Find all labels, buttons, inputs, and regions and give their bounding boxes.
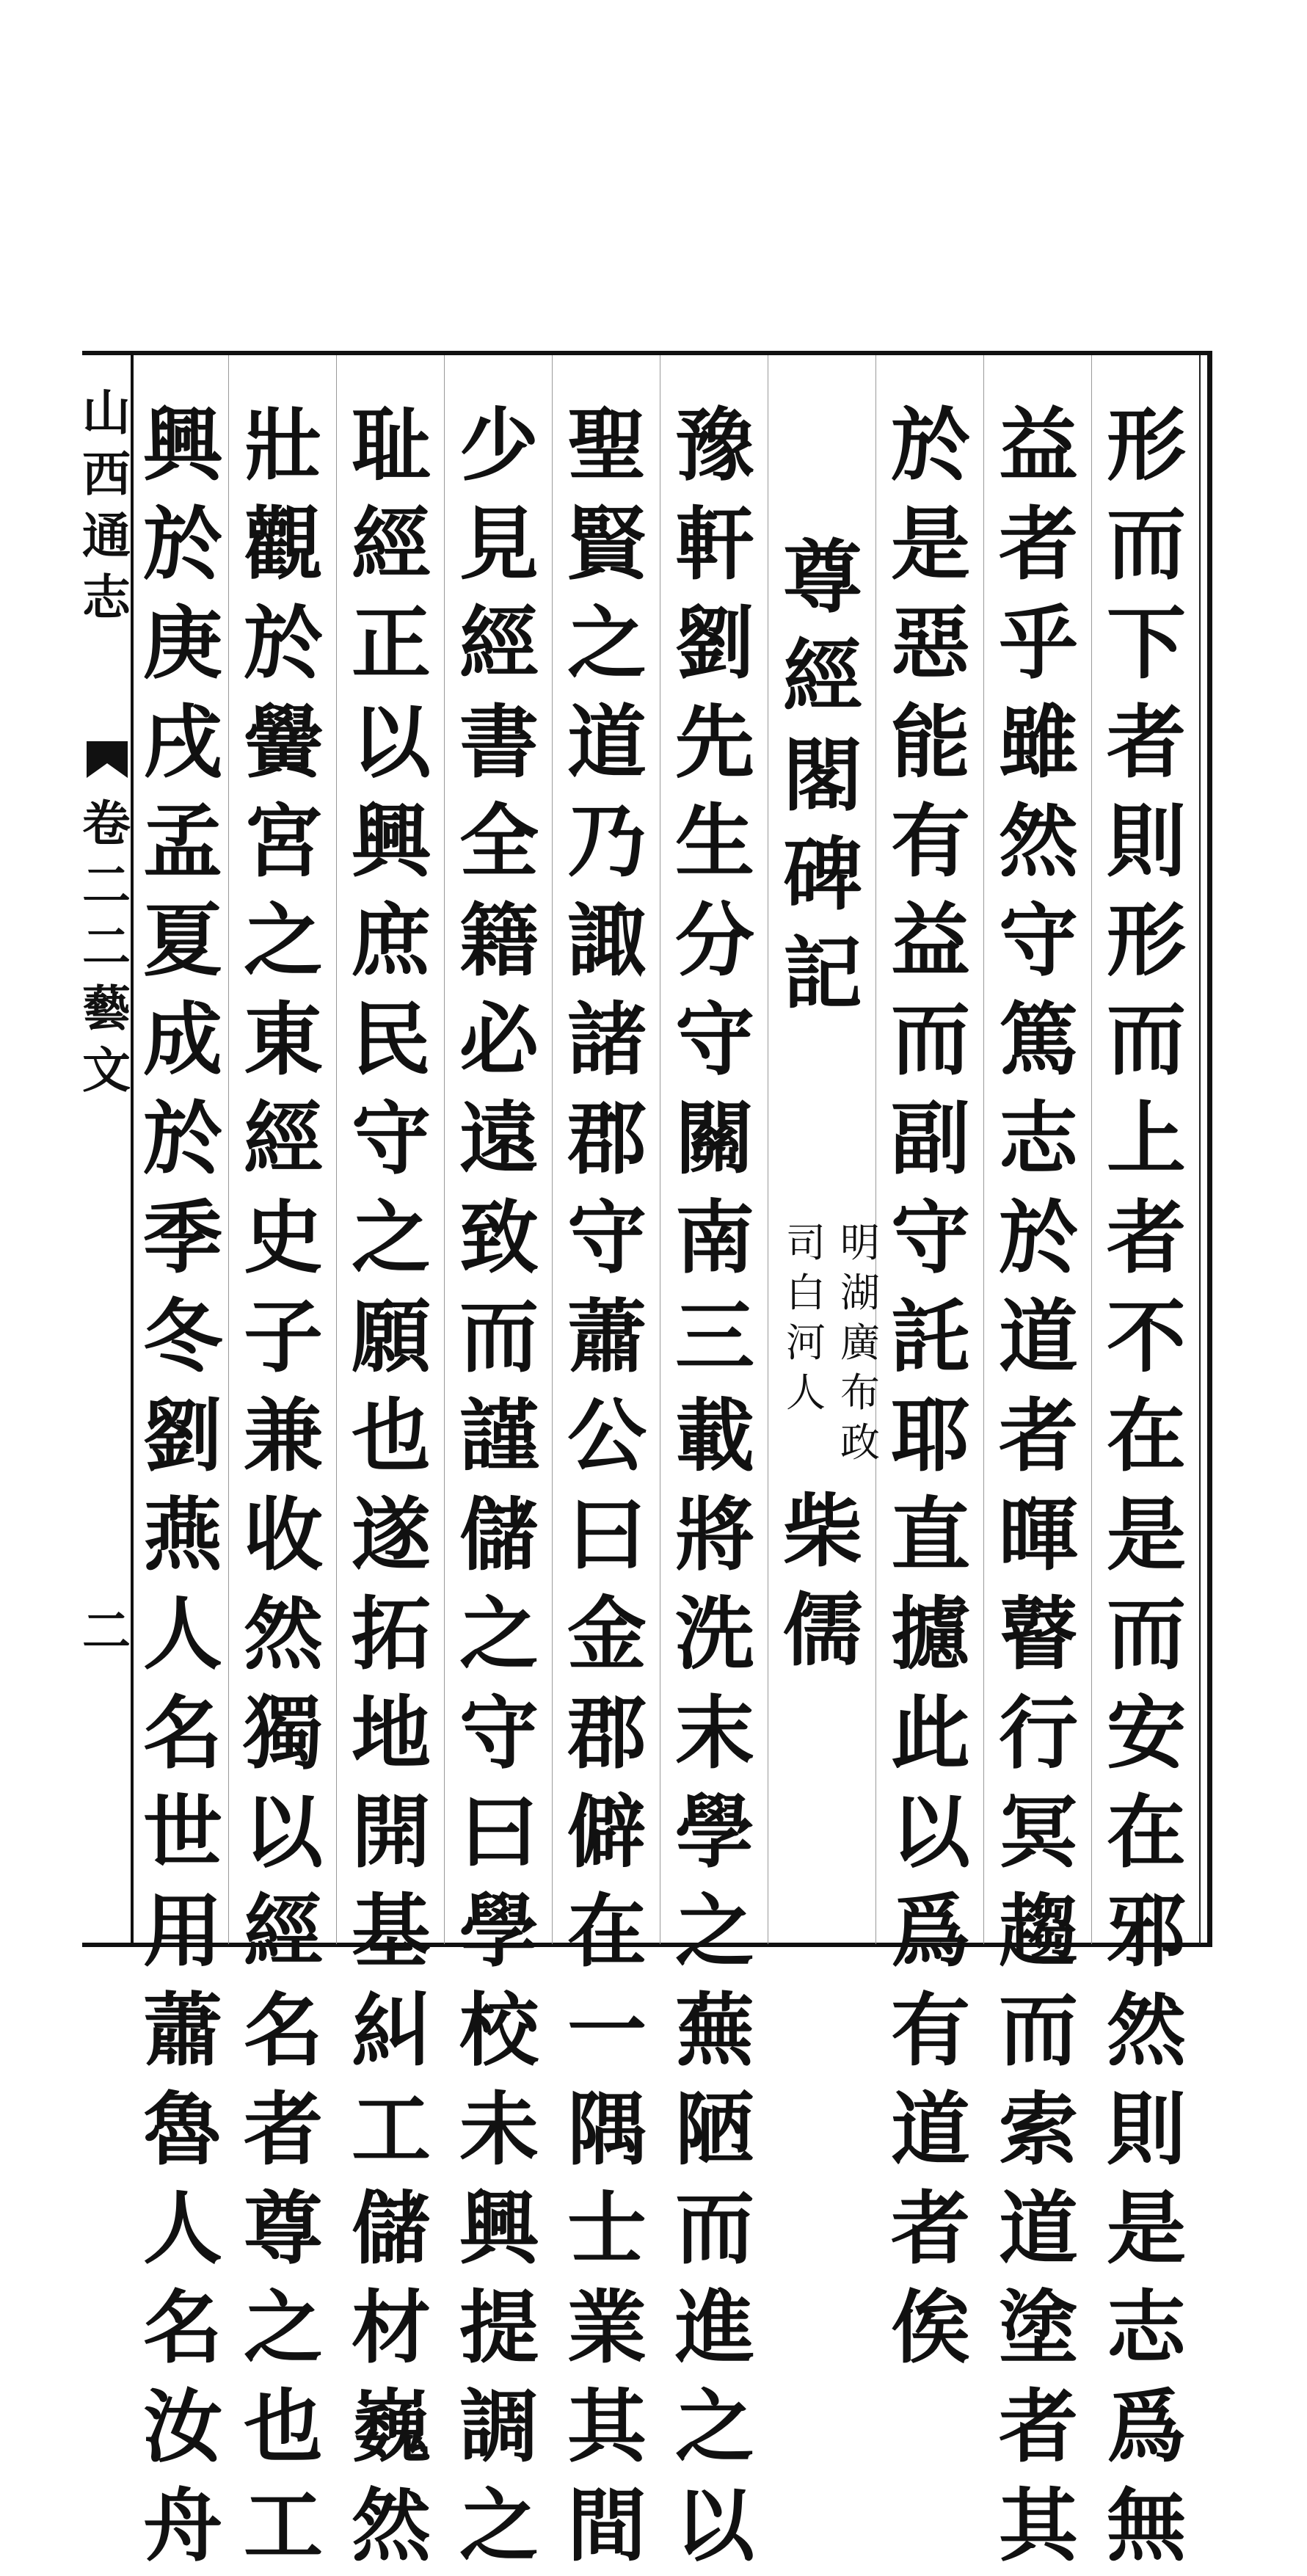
text-character: 分 <box>674 895 754 987</box>
text-character: 郡 <box>567 1687 647 1780</box>
text-character: 而 <box>998 1984 1078 2077</box>
text-character: 汝 <box>142 2381 222 2473</box>
text-character: 道 <box>567 696 647 789</box>
text-character: 有 <box>890 1984 970 2077</box>
text-character: 而 <box>1106 994 1186 1086</box>
small-character: 河 <box>786 1320 826 1366</box>
text-character: 遠 <box>459 1093 539 1185</box>
text-character: 於 <box>142 1093 222 1185</box>
text-character: 聖 <box>567 399 647 492</box>
text-character: 冬 <box>142 1291 222 1383</box>
text-character: 暉 <box>998 1489 1078 1582</box>
text-character: 一 <box>567 1984 647 2077</box>
text-character: 在 <box>567 1885 647 1978</box>
column-rule <box>1091 355 1092 1944</box>
text-character: 經 <box>459 597 539 690</box>
text-character: 世 <box>142 1786 222 1879</box>
text-character: 託 <box>890 1291 970 1383</box>
text-character: 下 <box>1106 597 1186 690</box>
text-character: 志 <box>998 1093 1078 1185</box>
text-character: 工 <box>351 2084 431 2176</box>
text-character: 守 <box>459 1687 539 1780</box>
text-character: 謹 <box>459 1390 539 1482</box>
text-character: 經 <box>351 498 431 591</box>
text-character: 於 <box>142 498 222 591</box>
text-character: 以 <box>674 2480 754 2572</box>
text-character: 道 <box>890 2084 970 2176</box>
author-name <box>775 1482 870 1681</box>
text-character: 在 <box>1106 1390 1186 1482</box>
small-character: 政 <box>840 1419 880 1466</box>
text-character: 之 <box>351 1192 431 1284</box>
text-character: 經 <box>243 1093 323 1185</box>
text-character: 燕 <box>142 1489 222 1582</box>
margin-character: 二 <box>82 918 131 975</box>
text-character: 記 <box>782 928 862 1020</box>
text-character: 者 <box>1106 696 1186 789</box>
text-character: 形 <box>1106 399 1186 492</box>
text-character: 諸 <box>567 994 647 1086</box>
text-character: 益 <box>998 399 1078 492</box>
text-character: 道 <box>998 2183 1078 2275</box>
text-character: 生 <box>674 796 754 888</box>
text-character: 公 <box>567 1390 647 1482</box>
text-character: 趨 <box>998 1885 1078 1978</box>
text-character: 蕭 <box>567 1291 647 1383</box>
small-character: 廣 <box>840 1320 880 1366</box>
text-character: 戌 <box>142 696 222 789</box>
text-character: 在 <box>1106 1786 1186 1879</box>
text-character: 有 <box>890 796 970 888</box>
text-column <box>236 396 331 2576</box>
text-character: 東 <box>243 994 323 1086</box>
text-character: 無 <box>1106 2480 1186 2572</box>
text-character: 子 <box>243 1291 323 1383</box>
text-character: 宮 <box>243 796 323 888</box>
text-character: 乎 <box>998 597 1078 690</box>
text-character: 於 <box>243 597 323 690</box>
text-character: 業 <box>567 2282 647 2374</box>
text-character: 於 <box>890 399 970 492</box>
text-character: 以 <box>890 1786 970 1879</box>
author-office-right <box>838 1218 882 1468</box>
text-character: 益 <box>890 895 970 987</box>
text-character: 少 <box>459 399 539 492</box>
text-character: 也 <box>243 2381 323 2473</box>
text-character: 是 <box>1106 1489 1186 1582</box>
text-character: 之 <box>459 1588 539 1681</box>
text-character: 守 <box>998 895 1078 987</box>
text-character: 邪 <box>1106 1885 1186 1978</box>
small-character: 人 <box>786 1369 826 1416</box>
text-character: 守 <box>351 1093 431 1185</box>
text-character: 者 <box>998 498 1078 591</box>
text-character: 名 <box>142 2282 222 2374</box>
text-character: 末 <box>674 1687 754 1780</box>
text-character: 瞽 <box>998 1588 1078 1681</box>
margin-character: 藝 <box>82 980 131 1037</box>
column-rule <box>983 355 984 1944</box>
small-character: 白 <box>786 1270 826 1316</box>
text-character: 經 <box>782 630 862 723</box>
text-character: 守 <box>674 994 754 1086</box>
text-character: 收 <box>243 1489 323 1582</box>
text-character: 道 <box>998 1291 1078 1383</box>
text-character: 載 <box>674 1390 754 1482</box>
text-character: 而 <box>459 1291 539 1383</box>
margin-book-title <box>82 382 131 628</box>
text-character: 軒 <box>674 498 754 591</box>
text-character: 爲 <box>890 1885 970 1978</box>
essay-title <box>775 528 870 1024</box>
text-character: 名 <box>243 1984 323 2077</box>
text-character: 之 <box>567 597 647 690</box>
text-character: 於 <box>998 1192 1078 1284</box>
fold-margin-rule <box>131 355 134 1944</box>
text-character: 金 <box>567 1588 647 1681</box>
text-character: 形 <box>1106 895 1186 987</box>
text-character: 願 <box>351 1291 431 1383</box>
text-character: 蕪 <box>674 1984 754 2077</box>
text-character: 之 <box>674 1885 754 1978</box>
text-character: 拓 <box>351 1588 431 1681</box>
text-character: 者 <box>243 2084 323 2176</box>
text-character: 碑 <box>782 829 862 921</box>
text-character: 儒 <box>782 1584 862 1677</box>
small-character: 布 <box>840 1369 880 1416</box>
text-character: 爲 <box>1106 2381 1186 2473</box>
text-character: 提 <box>459 2282 539 2374</box>
text-character: 三 <box>674 1291 754 1383</box>
text-character: 者 <box>1106 1192 1186 1284</box>
text-character: 僻 <box>567 1786 647 1879</box>
text-character: 然 <box>243 1588 323 1681</box>
text-character: 成 <box>142 994 222 1086</box>
text-character: 尊 <box>243 2183 323 2275</box>
text-character: 儲 <box>351 2183 431 2275</box>
text-character: 劉 <box>142 1390 222 1482</box>
text-character: 舟 <box>142 2480 222 2572</box>
text-character: 未 <box>459 2084 539 2176</box>
text-character: 關 <box>674 1093 754 1185</box>
small-character: 湖 <box>840 1270 880 1316</box>
text-character: 糾 <box>351 1984 431 2077</box>
text-character: 守 <box>567 1192 647 1284</box>
text-character: 之 <box>459 2480 539 2572</box>
text-character: 史 <box>243 1192 323 1284</box>
text-character: 則 <box>1106 796 1186 888</box>
text-character: 副 <box>890 1093 970 1185</box>
text-character: 篤 <box>998 994 1078 1086</box>
text-character: 隅 <box>567 2084 647 2176</box>
small-character: 明 <box>840 1220 880 1266</box>
text-character: 人 <box>142 2183 222 2275</box>
column-rule <box>444 355 445 1944</box>
text-character: 致 <box>459 1192 539 1284</box>
text-character: 夏 <box>142 895 222 987</box>
text-character: 諏 <box>567 895 647 987</box>
text-character: 士 <box>567 2183 647 2275</box>
text-character: 然 <box>1106 1984 1186 2077</box>
text-character: 之 <box>243 895 323 987</box>
text-character: 魯 <box>142 2084 222 2176</box>
text-character: 而 <box>890 994 970 1086</box>
text-character: 之 <box>243 2282 323 2374</box>
text-character: 兼 <box>243 1390 323 1482</box>
text-character: 材 <box>351 2282 431 2374</box>
text-column <box>559 396 655 2576</box>
text-character: 名 <box>142 1687 222 1780</box>
text-character: 耶 <box>890 1390 970 1482</box>
text-character: 興 <box>351 796 431 888</box>
text-column <box>135 396 230 2576</box>
text-character: 曰 <box>459 1786 539 1879</box>
text-column <box>451 396 547 2576</box>
text-character: 正 <box>351 597 431 690</box>
text-character: 不 <box>1106 1291 1186 1383</box>
text-character: 民 <box>351 994 431 1086</box>
text-character: 庶 <box>351 895 431 987</box>
text-character: 也 <box>351 1390 431 1482</box>
text-character: 而 <box>1106 1588 1186 1681</box>
column-rule <box>336 355 337 1944</box>
text-character: 洗 <box>674 1588 754 1681</box>
text-character: 調 <box>459 2381 539 2473</box>
text-character: 郡 <box>567 1093 647 1185</box>
text-character: 安 <box>1106 1687 1186 1780</box>
text-column <box>1099 396 1194 2576</box>
text-character: 冥 <box>998 1786 1078 1879</box>
text-character: 直 <box>890 1489 970 1582</box>
text-character: 是 <box>890 498 970 591</box>
text-character: 者 <box>890 2183 970 2275</box>
text-character: 上 <box>1106 1093 1186 1185</box>
text-character: 見 <box>459 498 539 591</box>
text-character: 陋 <box>674 2084 754 2176</box>
text-character: 地 <box>351 1687 431 1780</box>
margin-character: 二 <box>82 856 131 914</box>
small-character: 司 <box>786 1220 826 1266</box>
text-character: 劉 <box>674 597 754 690</box>
text-character: 先 <box>674 696 754 789</box>
text-character: 攄 <box>890 1588 970 1681</box>
text-character: 黌 <box>243 696 323 789</box>
text-column <box>883 396 978 2378</box>
margin-character: 志 <box>82 569 131 626</box>
text-character: 是 <box>1106 2183 1186 2275</box>
text-character: 興 <box>142 399 222 492</box>
text-character: 南 <box>674 1192 754 1284</box>
text-character: 書 <box>459 696 539 789</box>
text-character: 則 <box>1106 2084 1186 2176</box>
text-character: 儲 <box>459 1489 539 1582</box>
text-character: 而 <box>674 2183 754 2275</box>
text-character: 賢 <box>567 498 647 591</box>
text-character: 行 <box>998 1687 1078 1780</box>
text-character: 校 <box>459 1984 539 2077</box>
text-character: 尊 <box>782 531 862 624</box>
margin-folio-number <box>82 1600 131 1662</box>
margin-character: 通 <box>82 507 131 564</box>
text-character: 以 <box>351 696 431 789</box>
text-character: 開 <box>351 1786 431 1879</box>
column-rule <box>875 355 876 1944</box>
text-character: 用 <box>142 1885 222 1978</box>
text-character: 全 <box>459 796 539 888</box>
text-character: 間 <box>567 2480 647 2572</box>
text-character: 學 <box>674 1786 754 1879</box>
text-character: 曰 <box>567 1489 647 1582</box>
text-character: 蕭 <box>142 1984 222 2077</box>
text-character: 者 <box>998 1390 1078 1482</box>
text-character: 守 <box>890 1192 970 1284</box>
text-character: 進 <box>674 2282 754 2374</box>
text-character: 學 <box>459 1885 539 1978</box>
text-character: 志 <box>1106 2282 1186 2374</box>
text-character: 耻 <box>351 399 431 492</box>
text-character: 塗 <box>998 2282 1078 2374</box>
text-character: 必 <box>459 994 539 1086</box>
text-character: 基 <box>351 1885 431 1978</box>
author-office-left <box>784 1218 828 1418</box>
text-character: 豫 <box>674 399 754 492</box>
margin-character: 西 <box>82 445 131 503</box>
text-column <box>667 396 762 2576</box>
text-character: 能 <box>890 696 970 789</box>
text-character: 俟 <box>890 2282 970 2374</box>
margin-section <box>82 793 131 1101</box>
text-character: 者 <box>998 2381 1078 2473</box>
text-character: 經 <box>243 1885 323 1978</box>
text-character: 孟 <box>142 796 222 888</box>
text-character: 之 <box>674 2381 754 2473</box>
margin-character: 卷 <box>82 795 131 852</box>
text-character: 而 <box>1106 498 1186 591</box>
text-character: 巍 <box>351 2381 431 2473</box>
text-column <box>991 396 1086 2576</box>
frame-inner-rule <box>1199 355 1201 1944</box>
text-character: 籍 <box>459 895 539 987</box>
text-character: 惡 <box>890 597 970 690</box>
text-character: 雖 <box>998 696 1078 789</box>
text-character: 其 <box>998 2480 1078 2572</box>
text-character: 觀 <box>243 498 323 591</box>
text-character: 季 <box>142 1192 222 1284</box>
text-character: 遂 <box>351 1489 431 1582</box>
text-character: 將 <box>674 1489 754 1582</box>
text-character: 人 <box>142 1588 222 1681</box>
text-character: 然 <box>998 796 1078 888</box>
text-character: 獨 <box>243 1687 323 1780</box>
text-character: 乃 <box>567 796 647 888</box>
text-character: 閣 <box>782 729 862 822</box>
margin-character: 文 <box>82 1041 131 1099</box>
text-character: 庚 <box>142 597 222 690</box>
text-character: 其 <box>567 2381 647 2473</box>
text-character: 工 <box>243 2480 323 2572</box>
text-character: 柴 <box>782 1485 862 1578</box>
text-character: 索 <box>998 2084 1078 2176</box>
text-character: 興 <box>459 2183 539 2275</box>
text-column <box>343 396 439 2576</box>
margin-character: 二 <box>82 1602 131 1659</box>
text-character: 壯 <box>243 399 323 492</box>
text-character: 以 <box>243 1786 323 1879</box>
column-rule <box>552 355 553 1944</box>
text-character: 此 <box>890 1687 970 1780</box>
margin-character: 山 <box>82 384 131 441</box>
text-character: 然 <box>351 2480 431 2572</box>
